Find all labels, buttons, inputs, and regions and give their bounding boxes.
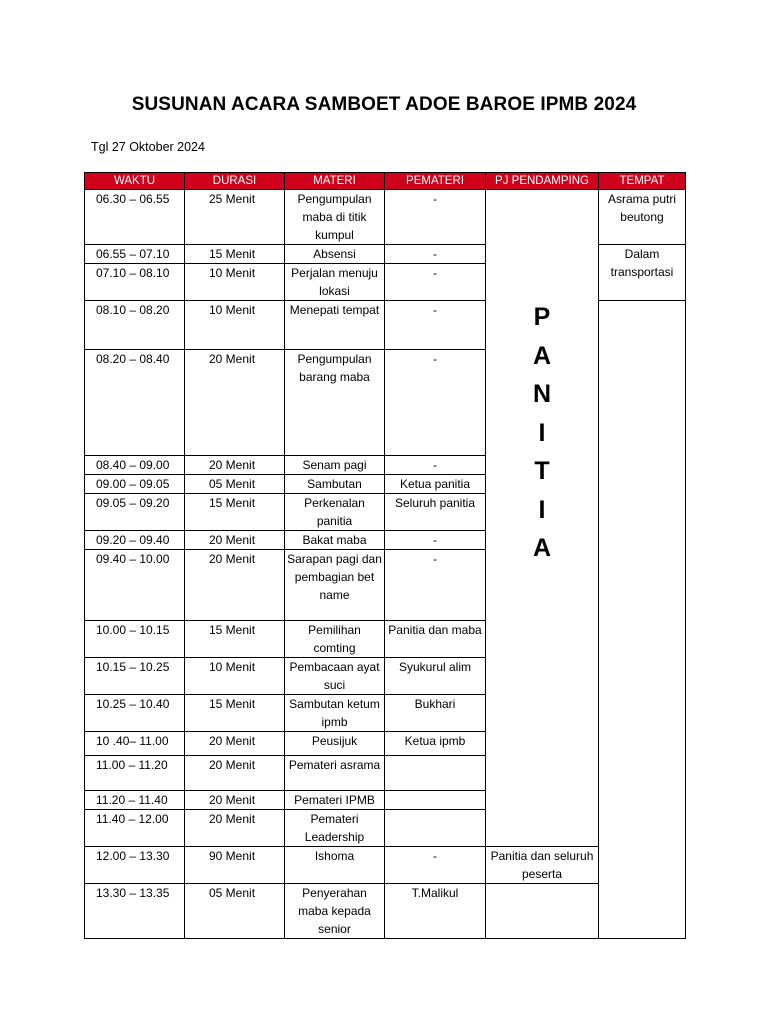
header-pj-pendamping: PJ PENDAMPING [486, 173, 599, 190]
cell-durasi: 20 Menit [185, 531, 285, 550]
cell-durasi: 20 Menit [185, 350, 285, 456]
cell-pemateri: - [385, 190, 486, 245]
pj-letter: I [538, 495, 546, 524]
cell-materi: Pemateri IPMB [285, 791, 385, 810]
cell-pemateri: Seluruh panitia [385, 494, 486, 531]
table-row [85, 190, 686, 245]
cell-materi: Perkenalan panitia [285, 494, 385, 531]
pj-letter: I [538, 418, 546, 447]
cell-materi: Absensi [285, 245, 385, 264]
table-row [85, 884, 686, 939]
cell-durasi: 15 Menit [185, 245, 285, 264]
cell-waktu: 09.00 – 09.05 [85, 475, 185, 494]
cell-durasi: 05 Menit [185, 884, 285, 939]
cell-pj-empty [486, 884, 599, 939]
cell-pj-panitia [486, 190, 599, 847]
cell-durasi: 05 Menit [185, 475, 285, 494]
cell-pemateri [385, 810, 486, 847]
cell-materi: Menepati tempat [285, 301, 385, 350]
cell-materi: Sarapan pagi dan pembagian bet name [285, 550, 385, 621]
cell-durasi: 10 Menit [185, 658, 285, 695]
cell-pemateri: - [385, 245, 486, 264]
cell-materi: Pemateri Leadership [285, 810, 385, 847]
cell-waktu: 07.10 – 08.10 [85, 264, 185, 301]
cell-durasi: 15 Menit [185, 621, 285, 658]
cell-materi: Pembacaan ayat suci [285, 658, 385, 695]
table-row [85, 847, 686, 884]
cell-materi: Penyerahan maba kepada senior [285, 884, 385, 939]
pj-letter: A [532, 341, 552, 370]
pj-letter: P [533, 303, 551, 332]
cell-durasi: 10 Menit [185, 264, 285, 301]
cell-waktu: 06.30 – 06.55 [85, 190, 185, 245]
cell-materi: Peusijuk [285, 732, 385, 756]
cell-durasi: 15 Menit [185, 494, 285, 531]
cell-waktu: 08.40 – 09.00 [85, 456, 185, 475]
cell-waktu: 10 .40– 11.00 [85, 732, 185, 756]
cell-pemateri: - [385, 456, 486, 475]
cell-durasi: 90 Menit [185, 847, 285, 884]
cell-waktu: 09.40 – 10.00 [85, 550, 185, 621]
cell-durasi: 20 Menit [185, 732, 285, 756]
pj-letter: A [532, 534, 552, 563]
table-header-row [85, 173, 686, 190]
cell-pemateri: Panitia dan maba [385, 621, 486, 658]
cell-waktu: 11.40 – 12.00 [85, 810, 185, 847]
cell-waktu: 10.15 – 10.25 [85, 658, 185, 695]
header-materi: MATERI [285, 173, 385, 190]
cell-materi: Pemilihan comting [285, 621, 385, 658]
pj-letter: N [532, 380, 552, 409]
cell-pemateri: - [385, 550, 486, 621]
cell-durasi: 20 Menit [185, 791, 285, 810]
cell-materi: Pengumpulan barang maba [285, 350, 385, 456]
cell-durasi: 20 Menit [185, 550, 285, 621]
cell-pemateri: - [385, 847, 486, 884]
cell-pemateri [385, 791, 486, 810]
cell-tempat-empty [599, 301, 686, 939]
cell-pj-ishoma: Panitia dan seluruh peserta [486, 847, 599, 884]
cell-materi: Ishoma [285, 847, 385, 884]
cell-pemateri: Ketua ipmb [385, 732, 486, 756]
document-date: Tgl 27 Oktober 2024 [91, 140, 205, 154]
cell-durasi: 25 Menit [185, 190, 285, 245]
header-pemateri: PEMATERI [385, 173, 486, 190]
cell-pemateri: - [385, 350, 486, 456]
cell-durasi: 10 Menit [185, 301, 285, 350]
cell-materi: Senam pagi [285, 456, 385, 475]
cell-waktu: 10.25 – 10.40 [85, 695, 185, 732]
cell-waktu: 09.20 – 09.40 [85, 531, 185, 550]
cell-waktu: 12.00 – 13.30 [85, 847, 185, 884]
cell-materi: Sambutan ketum ipmb [285, 695, 385, 732]
cell-materi: Sambutan [285, 475, 385, 494]
cell-waktu: 11.20 – 11.40 [85, 791, 185, 810]
cell-pemateri: Bukhari [385, 695, 486, 732]
cell-waktu: 08.10 – 08.20 [85, 301, 185, 350]
cell-materi: Pengumpulan maba di titik kumpul [285, 190, 385, 245]
cell-pemateri: Syukurul alim [385, 658, 486, 695]
cell-waktu: 10.00 – 10.15 [85, 621, 185, 658]
cell-tempat: Dalam transportasi [599, 245, 686, 301]
cell-materi: Bakat maba [285, 531, 385, 550]
cell-pemateri: T.Malikul [385, 884, 486, 939]
cell-waktu: 09.05 – 09.20 [85, 494, 185, 531]
cell-waktu: 13.30 – 13.35 [85, 884, 185, 939]
header-waktu: WAKTU [85, 173, 185, 190]
cell-durasi: 20 Menit [185, 810, 285, 847]
cell-pemateri: - [385, 301, 486, 350]
cell-waktu: 08.20 – 08.40 [85, 350, 185, 456]
header-durasi: DURASI [185, 173, 285, 190]
cell-waktu: 06.55 – 07.10 [85, 245, 185, 264]
cell-durasi: 20 Menit [185, 756, 285, 791]
cell-pemateri: - [385, 531, 486, 550]
cell-durasi: 15 Menit [185, 695, 285, 732]
document-title: SUSUNAN ACARA SAMBOET ADOE BAROE IPMB 2024 [131, 94, 637, 115]
schedule-table [84, 172, 686, 939]
pj-panitia-vertical-text [486, 298, 598, 738]
cell-tempat: Asrama putri beutong [599, 190, 686, 245]
cell-waktu: 11.00 – 11.20 [85, 756, 185, 791]
header-tempat: TEMPAT [599, 173, 686, 190]
cell-materi: Perjalan menuju lokasi [285, 264, 385, 301]
cell-pemateri: Ketua panitia [385, 475, 486, 494]
cell-durasi: 20 Menit [185, 456, 285, 475]
cell-pemateri [385, 756, 486, 791]
cell-materi: Pemateri asrama [285, 756, 385, 791]
cell-pemateri: - [385, 264, 486, 301]
pj-letter: T [534, 457, 550, 486]
